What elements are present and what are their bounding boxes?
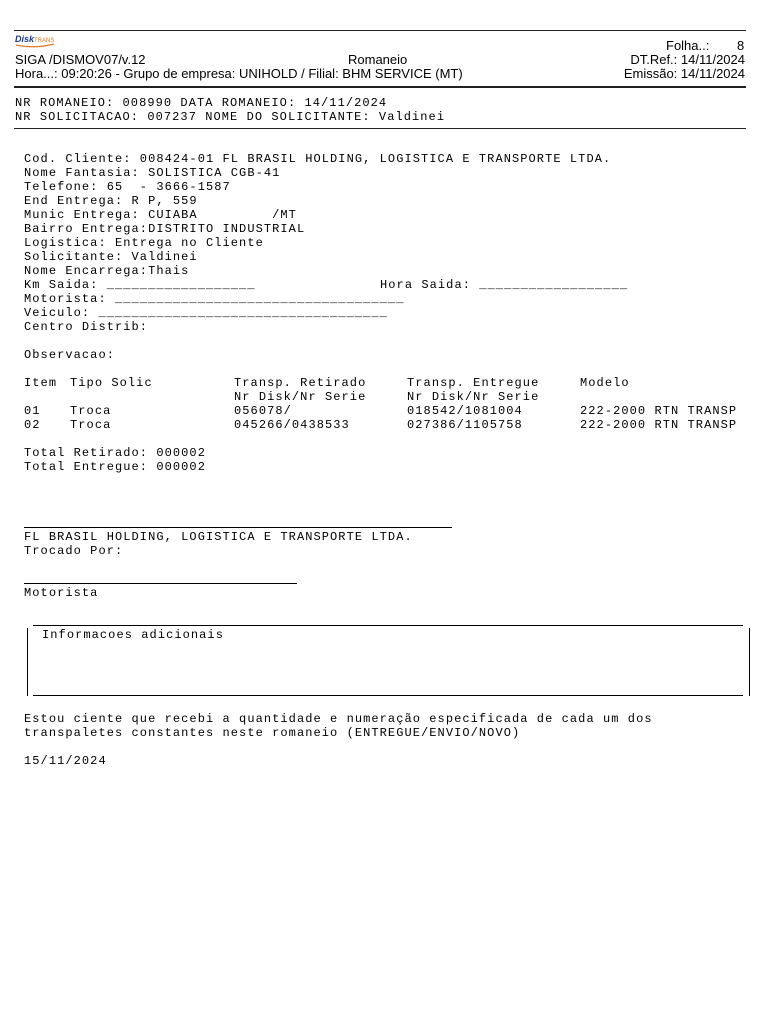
col-header-entregue: Transp. Entregue bbox=[407, 376, 540, 390]
info-box-top bbox=[33, 625, 743, 626]
table-row-item: 02 bbox=[24, 418, 41, 432]
svg-text:Disk: Disk bbox=[15, 34, 35, 44]
col-header-modelo: Modelo bbox=[580, 376, 630, 390]
table-row-entregue: 027386/1105758 bbox=[407, 418, 523, 432]
driver-line: Motorista: ___________________________________ bbox=[24, 292, 405, 306]
table-row-retirado: 045266/0438533 bbox=[234, 418, 350, 432]
observation-label: Observacao: bbox=[24, 348, 115, 362]
svg-text:TRANS: TRANS bbox=[34, 38, 55, 44]
col-header-tipo: Tipo Solic bbox=[70, 376, 153, 390]
delivery-city: Munic Entrega: CUIABA /MT bbox=[24, 208, 297, 222]
info-box-title: Informacoes adicionais bbox=[42, 628, 224, 642]
romaneio-number-date: NR ROMANEIO: 008990 DATA ROMANEIO: 14/11/2024 bbox=[15, 96, 388, 110]
col-header-item: Item bbox=[24, 376, 58, 390]
info-box-left bbox=[27, 628, 28, 696]
header-bottom-rule bbox=[14, 86, 746, 88]
reference-date: DT.Ref.: 14/11/2024 bbox=[630, 52, 745, 67]
vehicle-line: Veiculo: ___________________________________ bbox=[24, 306, 388, 320]
table-row-tipo: Troca bbox=[70, 418, 112, 432]
trocado-por-label: Trocado Por: bbox=[24, 544, 124, 558]
report-time-company: Hora...: 09:20:26 - Grupo de empresa: UNIHOLD / Filial: BHM SERVICE (MT) bbox=[15, 66, 463, 81]
delivery-district: Bairro Entrega:DISTRITO INDUSTRIAL bbox=[24, 222, 306, 236]
solicitacao-number-name: NR SOLICITACAO: 007237 NOME DO SOLICITANTE: Valdinei bbox=[15, 110, 446, 124]
total-entregue: Total Entregue: 000002 bbox=[24, 460, 206, 474]
total-retirado: Total Retirado: 000002 bbox=[24, 446, 206, 460]
hora-saida: Hora Saida: __________________ bbox=[380, 278, 629, 292]
requester: Solicitante: Valdinei bbox=[24, 250, 198, 264]
table-row-entregue: 018542/1081004 bbox=[407, 404, 523, 418]
table-row-modelo: 222-2000 RTN TRANSP bbox=[580, 404, 738, 418]
col-subheader-entregue: Nr Disk/Nr Serie bbox=[407, 390, 540, 404]
person-in-charge: Nome Encarrega:Thais bbox=[24, 264, 190, 278]
delivery-address: End Entrega: R P, 559 bbox=[24, 194, 198, 208]
distribution-center: Centro Distrib: bbox=[24, 320, 149, 334]
driver-signature-label: Motorista bbox=[24, 586, 99, 600]
romaneio-bottom-rule bbox=[14, 128, 746, 129]
client-code: Cod. Cliente: 008424-01 FL BRASIL HOLDING, LOGISTICA E TRANSPORTE LTDA. bbox=[24, 152, 612, 166]
table-row-tipo: Troca bbox=[70, 404, 112, 418]
disktrans-logo bbox=[14, 33, 56, 49]
acknowledgement-line1: Estou ciente que recebi a quantidade e numeração especificada de cada um dos bbox=[24, 712, 653, 726]
acknowledgement-line2: transpaletes constantes neste romaneio (ENTREGUE/ENVIO/NOVO) bbox=[24, 726, 521, 740]
page-number: 8 bbox=[737, 38, 745, 53]
client-phone: Telefone: 65 - 3666-1587 bbox=[24, 180, 231, 194]
system-version: SIGA /DISMOV07/v.12 bbox=[15, 52, 146, 67]
header-top-rule bbox=[14, 30, 746, 31]
info-box-right bbox=[749, 628, 750, 696]
col-subheader-retirado: Nr Disk/Nr Serie bbox=[234, 390, 367, 404]
table-row-modelo: 222-2000 RTN TRANSP bbox=[580, 418, 738, 432]
logistics-type: Logistica: Entrega no Cliente bbox=[24, 236, 264, 250]
client-trade-name: Nome Fantasia: SOLISTICA CGB-41 bbox=[24, 166, 281, 180]
issue-date: Emissão: 14/11/2024 bbox=[623, 66, 745, 81]
acknowledgement-date: 15/11/2024 bbox=[24, 754, 107, 768]
page-label: Folha..: bbox=[666, 38, 710, 53]
table-row-retirado: 056078/ bbox=[234, 404, 292, 418]
table-row-item: 01 bbox=[24, 404, 41, 418]
info-box-bottom bbox=[33, 695, 743, 696]
report-title: Romaneio bbox=[348, 52, 408, 67]
km-saida: Km Saida: __________________ bbox=[24, 278, 256, 292]
company-signature-name: FL BRASIL HOLDING, LOGISTICA E TRANSPORTE LTDA. bbox=[24, 530, 413, 544]
driver-signature-line bbox=[24, 583, 297, 584]
company-signature-line bbox=[24, 527, 452, 528]
col-header-retirado: Transp. Retirado bbox=[234, 376, 367, 390]
